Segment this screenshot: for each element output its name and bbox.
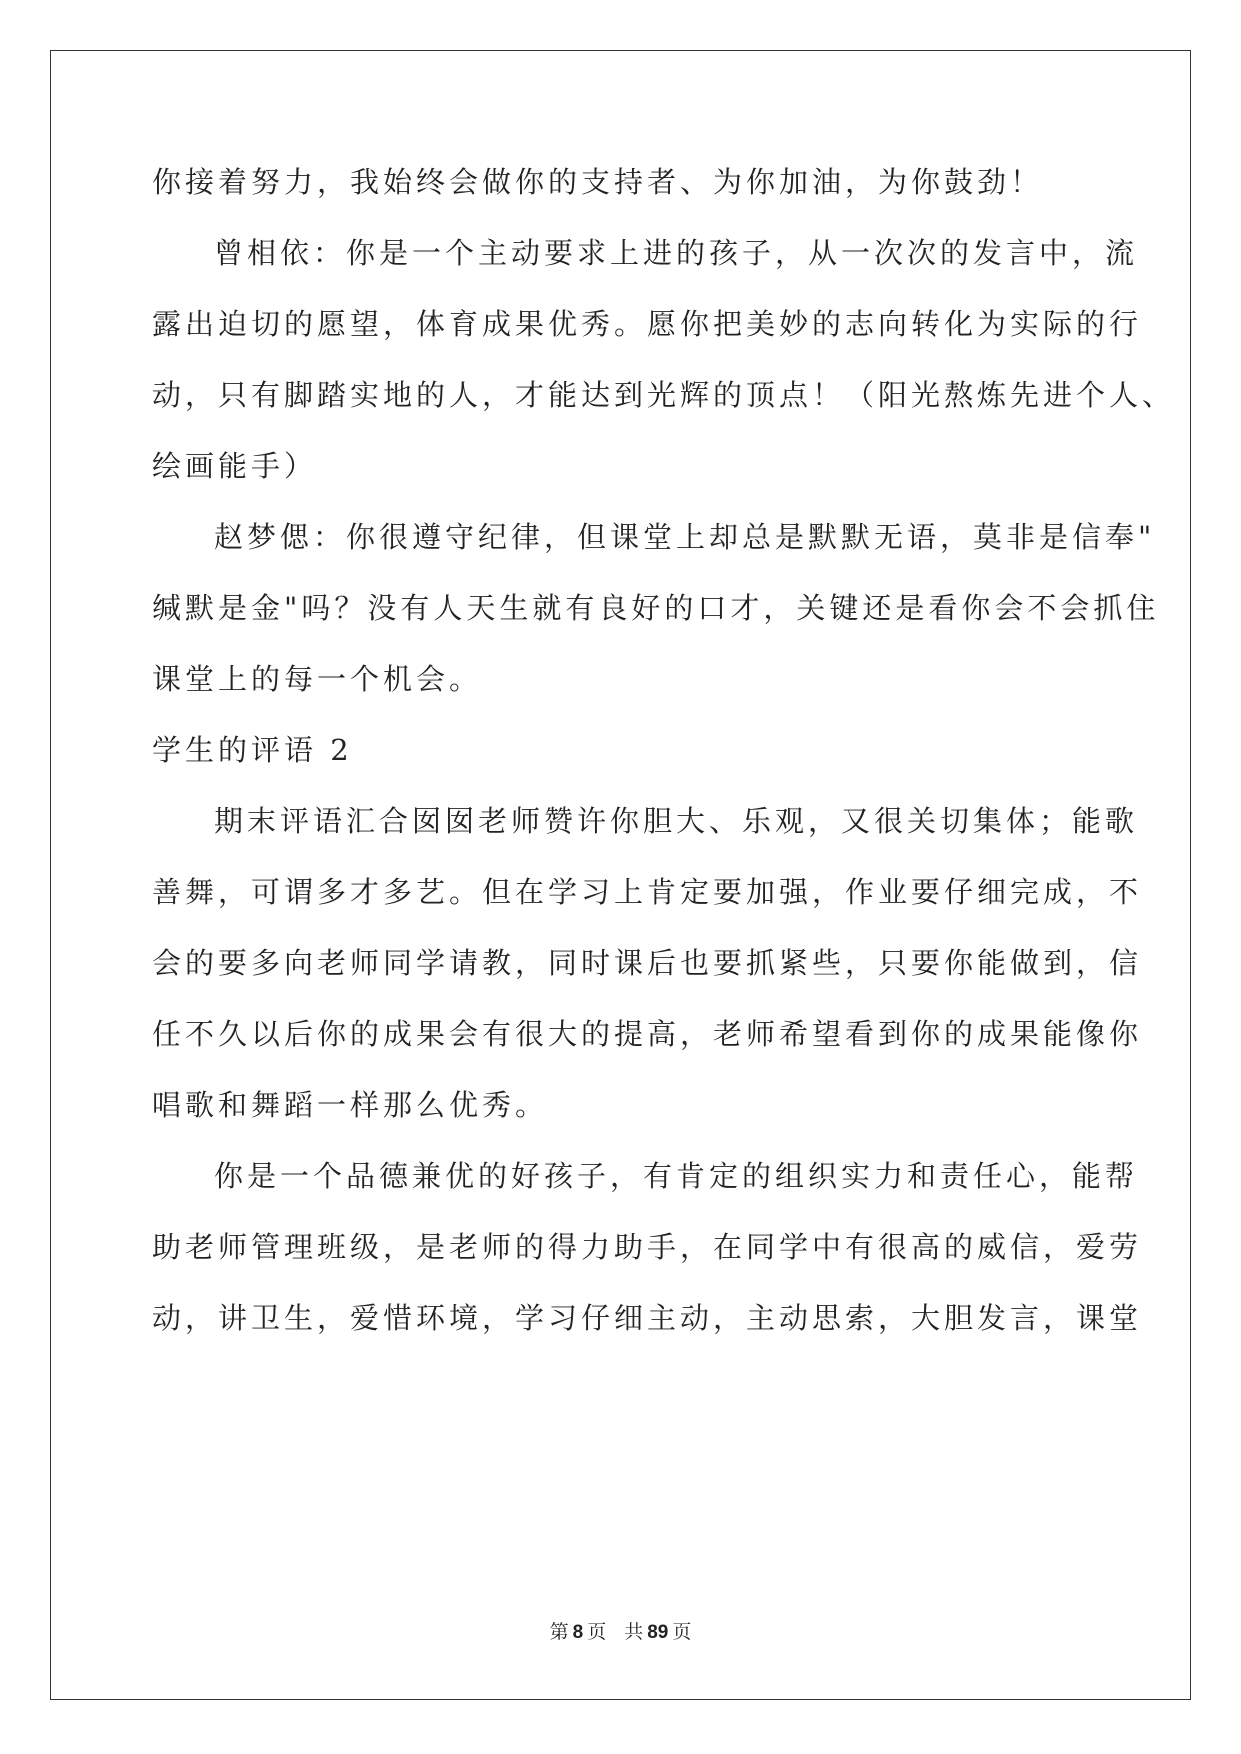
text-line: 课堂上的每一个机会。 (152, 662, 483, 696)
total-suffix: 页 (672, 1621, 692, 1643)
page-number: 8 (572, 1622, 584, 1643)
paragraph-first-line: 赵梦偲：你很遵守纪律，但课堂上却总是默默无语，莫非是信奉" (214, 520, 1156, 554)
text-line: 露出迫切的愿望，体育成果优秀。愿你把美妙的志向转化为实际的行 (152, 307, 1143, 341)
text-line: 唱歌和舞蹈一样那么优秀。 (152, 1088, 549, 1122)
paragraph-first-line: 期末评语汇合囡囡老师赞许你胆大、乐观，又很关切集体；能歌 (214, 804, 1139, 838)
total-prefix: 共 (624, 1621, 644, 1643)
page-suffix: 页 (587, 1621, 607, 1643)
text-line: 任不久以后你的成果会有很大的提高，老师希望看到你的成果能像你 (152, 1017, 1143, 1051)
text-line: 缄默是金"吗？没有人天生就有良好的口才，关键还是看你会不会抓住 (152, 591, 1160, 625)
text-line: 你接着努力，我始终会做你的支持者、为你加油，为你鼓劲！ (152, 165, 1044, 199)
paragraph-first-line: 你是一个品德兼优的好孩子，有肯定的组织实力和责任心，能帮 (214, 1159, 1139, 1193)
section-heading: 学生的评语 2 (152, 733, 353, 767)
total-pages: 89 (647, 1622, 669, 1643)
text-line: 动，讲卫生，爱惜环境，学习仔细主动，主动思索，大胆发言，课堂 (152, 1301, 1143, 1335)
paragraph-first-line: 曾相依：你是一个主动要求上进的孩子，从一次次的发言中，流 (214, 236, 1139, 270)
text-line: 助老师管理班级，是老师的得力助手，在同学中有很高的威信，爱劳 (152, 1230, 1143, 1264)
page-footer (0, 1620, 1241, 1645)
text-line: 绘画能手） (152, 449, 318, 483)
text-line: 会的要多向老师同学请教，同时课后也要抓紧些，只要你能做到，信 (152, 946, 1143, 980)
text-line: 动，只有脚踏实地的人，才能达到光辉的顶点！（阳光熬炼先进个人、 (152, 378, 1176, 412)
text-line: 善舞，可谓多才多艺。但在学习上肯定要加强，作业要仔细完成，不 (152, 875, 1143, 909)
page-prefix: 第 (549, 1621, 569, 1643)
